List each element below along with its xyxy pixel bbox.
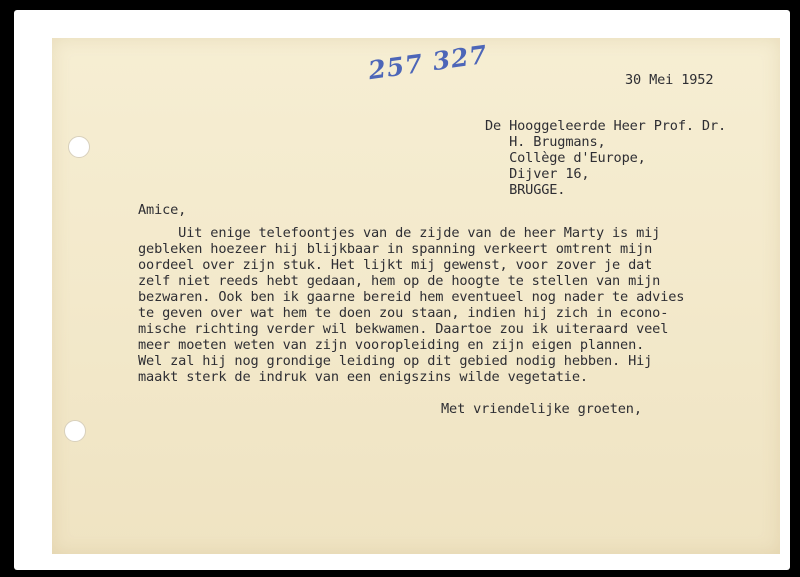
body-line: zelf niet reeds hebt gedaan, hem op de hoogte te stellen van mijn xyxy=(138,273,661,289)
address-line: Dijver 16, xyxy=(485,166,590,182)
body-line: meer moeten weten van zijn vooropleiding en zijn eigen plannen. xyxy=(138,337,645,353)
body-line: maakt sterk de indruk van een enigszins wilde vegetatie. xyxy=(138,369,588,385)
address-line: BRUGGE. xyxy=(485,182,566,198)
salutation: Amice, xyxy=(138,202,187,218)
body-line: bezwaren. Ook ben ik gaarne bereid hem eventueel nog nader te advies xyxy=(138,289,685,305)
body-line: Wel zal hij nog grondige leiding op dit gebied nodig hebben. Hij xyxy=(138,353,653,369)
closing: Met vriendelijke groeten, xyxy=(441,401,642,417)
address-line: H. Brugmans, xyxy=(485,134,606,150)
body-line: Uit enige telefoontjes van de zijde van de heer Marty is mij xyxy=(138,225,661,241)
address-line: Collège d'Europe, xyxy=(485,150,646,166)
letter-date: 30 Mei 1952 xyxy=(625,72,714,88)
punch-hole-bottom xyxy=(64,420,86,442)
punch-hole-top xyxy=(68,136,90,158)
address-line: De Hooggeleerde Heer Prof. Dr. xyxy=(485,118,727,134)
body-line: te geven over wat hem te doen zou staan, indien hij zich in econo- xyxy=(138,305,669,321)
body-line: gebleken hoezeer hij blijkbaar in spanning verkeert omtrent mijn xyxy=(138,241,653,257)
handwritten-reference-number: 257 327 xyxy=(366,39,490,86)
body-line: mische richting verder wil bekwamen. Daartoe zou ik uiteraard veel xyxy=(138,321,669,337)
body-line: oordeel over zijn stuk. Het lijkt mij gewenst, voor zover je dat xyxy=(138,257,653,273)
